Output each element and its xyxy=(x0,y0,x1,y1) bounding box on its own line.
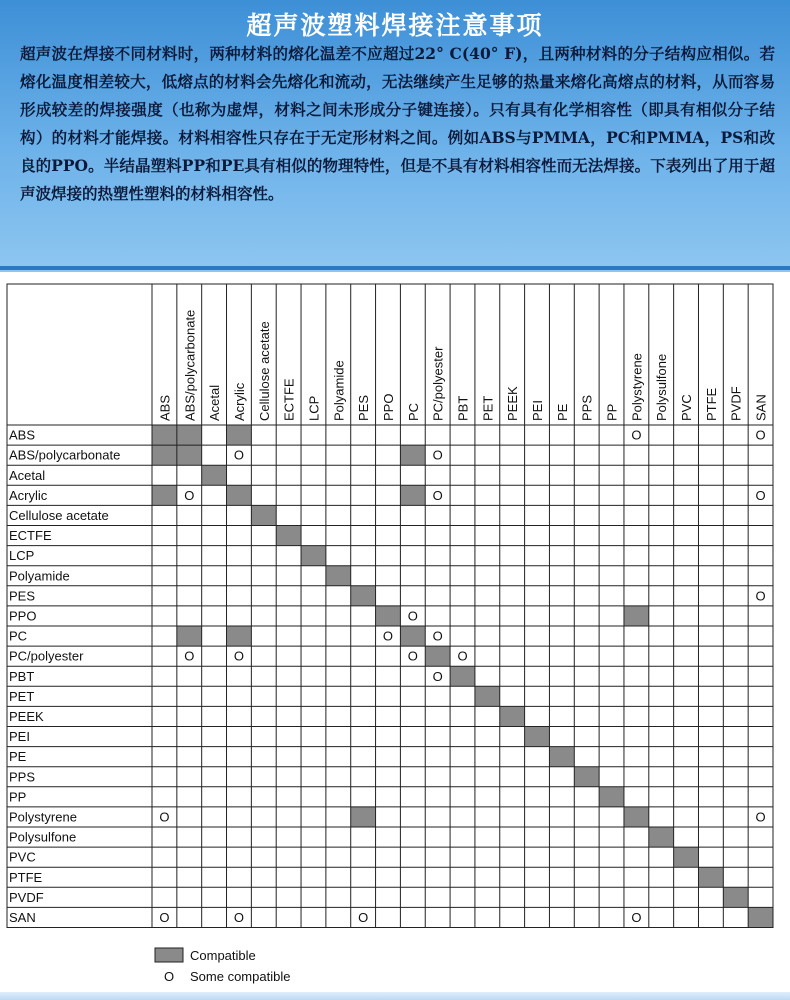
some-compatible-marker: O xyxy=(432,487,443,503)
compatible-cell xyxy=(599,787,624,807)
compatible-cell xyxy=(674,847,699,867)
compatible-cell xyxy=(351,586,376,606)
column-label: Polyamide xyxy=(331,360,347,421)
compatible-cell xyxy=(202,465,227,485)
compatible-cell xyxy=(227,485,252,505)
legend-compatible-label: Compatible xyxy=(190,948,256,963)
some-compatible-marker: O xyxy=(755,427,766,443)
column-label: ABS xyxy=(157,394,173,421)
compatible-cell xyxy=(624,807,649,827)
row-label: Acrylic xyxy=(9,487,48,503)
compatible-cell xyxy=(500,706,525,726)
row-label: PPO xyxy=(9,608,37,624)
row-label: Polysulfone xyxy=(9,829,77,845)
row-label: Acetal xyxy=(9,467,46,483)
some-compatible-marker: O xyxy=(233,648,245,664)
some-compatible-marker: O xyxy=(755,487,766,503)
compatible-cell xyxy=(475,686,500,706)
some-compatible-marker: O xyxy=(407,648,418,664)
column-label: PPS xyxy=(579,394,595,421)
row-label: PPS xyxy=(9,769,36,785)
row-label: Cellulose acetate xyxy=(9,507,109,523)
some-compatible-marker: O xyxy=(233,447,245,463)
compatible-cell xyxy=(723,887,748,907)
row-label: PEEK xyxy=(9,708,44,724)
compatible-cell xyxy=(400,626,425,646)
column-label: PC xyxy=(405,402,421,421)
row-label: PVC xyxy=(9,849,36,865)
compatible-cell xyxy=(376,606,401,626)
compatible-cell xyxy=(549,747,574,767)
column-label: PPO xyxy=(380,393,396,421)
row-label: PTFE xyxy=(9,869,43,885)
header-banner xyxy=(0,0,790,272)
some-compatible-marker: O xyxy=(432,628,443,644)
some-compatible-marker: O xyxy=(184,648,195,664)
column-label: PES xyxy=(356,394,372,421)
compatible-cell xyxy=(450,666,475,686)
compatible-cell xyxy=(326,566,351,586)
some-compatible-marker: O xyxy=(382,628,394,644)
row-label: ABS/polycarbonate xyxy=(9,447,121,463)
compatible-cell xyxy=(152,425,177,445)
row-label: SAN xyxy=(9,909,36,925)
row-label: PES xyxy=(9,588,36,604)
column-label: Polysulfone xyxy=(654,353,670,421)
some-compatible-marker: O xyxy=(631,909,642,925)
column-label: Acetal xyxy=(207,384,223,421)
compatible-cell xyxy=(227,425,252,445)
compatible-cell xyxy=(152,485,177,505)
legend-some-compatible-label: Some compatible xyxy=(190,969,291,984)
some-compatible-marker: O xyxy=(184,487,195,503)
some-compatible-marker: O xyxy=(358,909,369,925)
column-label: PBT xyxy=(455,395,471,421)
some-compatible-marker: O xyxy=(233,909,245,925)
compatible-cell xyxy=(649,827,674,847)
compatible-cell xyxy=(425,646,450,666)
compatible-cell xyxy=(574,767,599,787)
row-label: PET xyxy=(9,688,35,704)
some-compatible-marker: O xyxy=(457,648,468,664)
row-label: PEI xyxy=(9,729,30,745)
some-compatible-marker: O xyxy=(432,447,443,463)
column-label: PVDF xyxy=(728,386,744,421)
some-compatible-marker: O xyxy=(755,588,766,604)
page-title: 超声波塑料焊接注意事项 xyxy=(246,11,544,40)
some-compatible-marker: O xyxy=(432,668,443,684)
compatible-cell xyxy=(251,505,276,525)
row-label: PP xyxy=(9,789,27,805)
compatible-cell xyxy=(525,727,550,747)
bottom-strip xyxy=(0,992,790,1000)
column-label: PET xyxy=(480,395,496,421)
some-compatible-marker: O xyxy=(159,809,170,825)
compatible-cell xyxy=(624,606,649,626)
compatible-cell xyxy=(400,445,425,465)
column-label: Cellulose acetate xyxy=(256,321,272,421)
row-label: PC/polyester xyxy=(9,648,84,664)
some-compatible-marker: O xyxy=(407,608,418,624)
compatible-cell xyxy=(276,526,301,546)
column-label: PVC xyxy=(679,394,695,421)
compatible-cell xyxy=(698,867,723,887)
column-label: PC/polyester xyxy=(430,346,446,421)
row-label: Polystyrene xyxy=(9,809,77,825)
column-label: LCP xyxy=(306,395,322,421)
some-compatible-marker: O xyxy=(631,427,642,443)
column-label: PE xyxy=(554,403,570,421)
row-label: PE xyxy=(9,749,27,765)
some-compatible-marker: O xyxy=(755,809,766,825)
row-label: ECTFE xyxy=(9,528,52,544)
row-label: PC xyxy=(9,628,28,644)
header-divider xyxy=(0,266,790,270)
column-label: PTFE xyxy=(703,387,719,421)
column-label: ECTFE xyxy=(281,378,297,421)
column-label: Polystyrene xyxy=(629,353,645,421)
intro-paragraph: 超声波在焊接不同材料时，两种材料的熔化温差不应超过22° C(40° F)，且两种材料的分子结构应相似。若熔化温度相差较大，低熔点的材料会先熔化和流动，无法继续产生足够的热量来熔化高熔点的材料，从而容易形成较差的焊接强度（也称为虚焊，材料之间未形成分子键连接）。只有具有化学相容性（即具有相似分子结构）的材料才能焊接。材料相容性只存在于无定形材料之间。例如ABS与PMMA，PC和PMMA，PS和改良的PPO。半结晶塑料PP和PE具有相似的物理特性，但是不具有材料相容性而无法焊接。下表列出了用于超声波焊接的热塑性塑料的材料相容性。 xyxy=(20,44,775,203)
compatibility-matrix xyxy=(0,272,790,1000)
legend-compatible-swatch xyxy=(155,948,183,962)
compatible-cell xyxy=(748,907,773,927)
compatible-cell xyxy=(301,546,326,566)
compatible-cell xyxy=(177,626,202,646)
column-label: PEI xyxy=(530,400,546,421)
column-label: PEEK xyxy=(505,386,521,421)
compatible-cell xyxy=(177,425,202,445)
row-label: LCP xyxy=(9,548,35,564)
column-label: PP xyxy=(604,403,620,421)
column-label: ABS/polycarbonate xyxy=(182,309,198,421)
compatible-cell xyxy=(351,807,376,827)
row-label: Polyamide xyxy=(9,568,70,584)
column-label: SAN xyxy=(753,394,769,421)
compatible-cell xyxy=(177,445,202,465)
legend-some-compatible-symbol: O xyxy=(163,969,175,984)
row-label: PBT xyxy=(9,668,35,684)
compatibility-table-area xyxy=(0,272,790,1000)
compatible-cell xyxy=(400,485,425,505)
compatible-cell xyxy=(152,445,177,465)
row-label: PVDF xyxy=(9,889,44,905)
compatible-cell xyxy=(227,626,252,646)
column-label: Acrylic xyxy=(231,382,247,421)
row-label: ABS xyxy=(9,427,36,443)
some-compatible-marker: O xyxy=(159,909,170,925)
